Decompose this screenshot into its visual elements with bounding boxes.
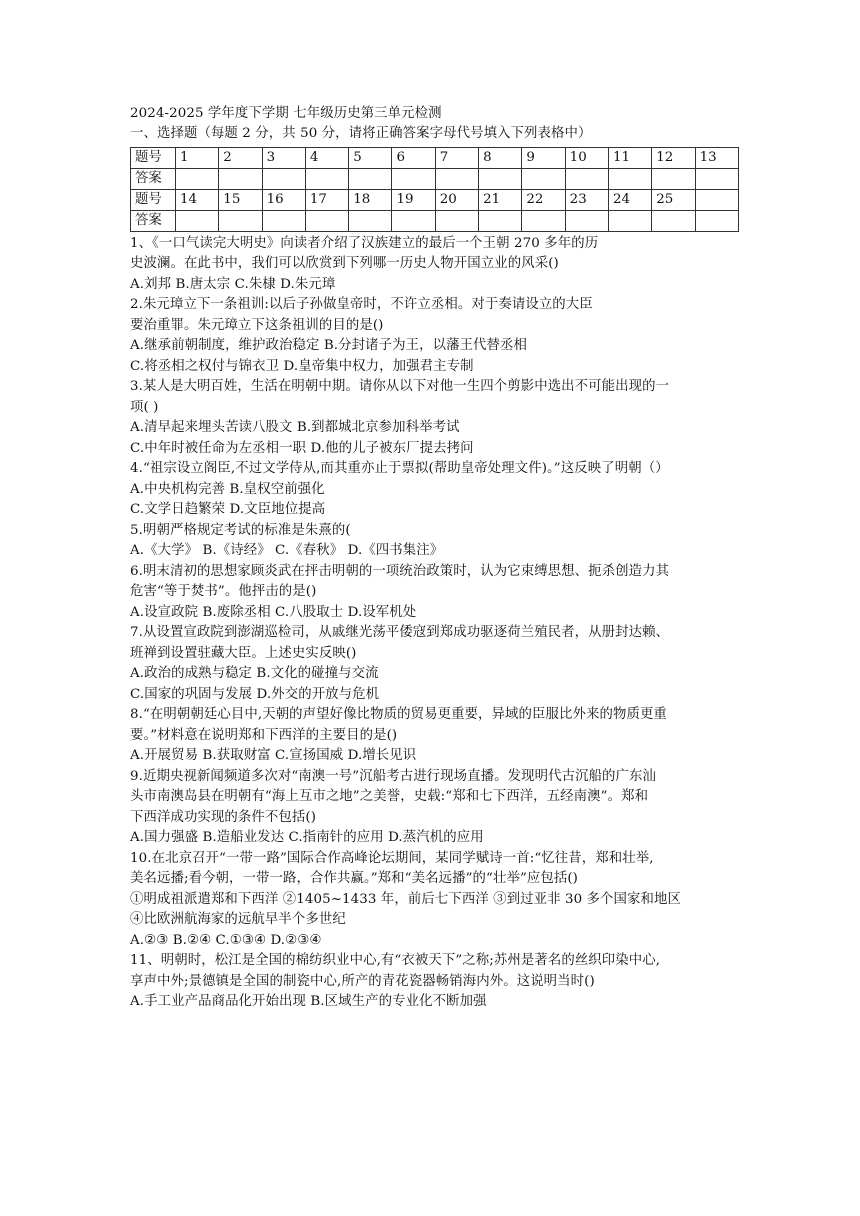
table-cell: 4 bbox=[305, 147, 348, 168]
table-cell: 17 bbox=[305, 189, 348, 210]
question-line: 危害“等于焚书”。他抨击的是() bbox=[130, 584, 317, 599]
answer-cell[interactable] bbox=[262, 168, 305, 189]
section-heading: 一、选择题（每题 2 分，共 50 分，请将正确答案字母代号填入下列表格中） bbox=[130, 126, 592, 141]
table-cell: 20 bbox=[435, 189, 478, 210]
table-row-numbers-1 bbox=[131, 147, 739, 168]
question-line: 5.明朝严格规定考试的标准是朱熹的( bbox=[130, 522, 351, 538]
question-line: 要治重罪。朱元璋立下这条祖训的目的是() bbox=[130, 317, 384, 333]
table-cell: 10 bbox=[565, 147, 608, 168]
answer-cell[interactable] bbox=[479, 168, 522, 189]
question-line: 史波澜。在此书中，我们可以欣赏到下列哪一历史人物开国立业的风采() bbox=[130, 256, 559, 271]
question-line: 美名远播;看今朝，一带一路，合作共赢。”郑和“美名远播”的“壮举”应包括() bbox=[130, 871, 579, 886]
question-line: A.手工业产品商品化开始出现 B.区域生产的专业化不断加强 bbox=[130, 994, 487, 1009]
question-line: 下西洋成功实现的条件不包括() bbox=[130, 809, 317, 825]
table-cell: 9 bbox=[522, 147, 565, 168]
table-cell: 2 bbox=[219, 147, 262, 168]
table-cell: 8 bbox=[479, 147, 522, 168]
question-line: 11、明朝时，松江是全国的棉纺织业中心,有“衣被天下”之称;苏州是著名的丝织印染中心, bbox=[130, 953, 661, 968]
table-cell: 5 bbox=[349, 147, 392, 168]
answer-cell[interactable] bbox=[262, 210, 305, 231]
question-line: A.刘邦 B.唐太宗 C.朱棣 D.朱元璋 bbox=[130, 276, 336, 292]
question-line: C.中年时被任命为左丞相一职 D.他的儿子被东厂提去拷问 bbox=[130, 440, 474, 456]
row-label: 题号 bbox=[131, 147, 176, 168]
table-cell: 23 bbox=[565, 189, 608, 210]
answer-cell[interactable] bbox=[305, 168, 348, 189]
table-cell: 25 bbox=[652, 189, 695, 210]
row-label: 答案 bbox=[131, 210, 176, 231]
answer-cell[interactable] bbox=[479, 210, 522, 231]
question-line: A.国力强盛 B.造船业发达 C.指南针的应用 D.蒸汽机的应用 bbox=[130, 830, 484, 845]
question-line: 7.从设置宣政院到澎湖巡检司，从戚继光荡平倭寇到郑成功驱逐荷兰殖民者，从册封达赖、 bbox=[130, 625, 670, 640]
question-line: 项( ) bbox=[130, 399, 159, 415]
table-cell: 15 bbox=[219, 189, 262, 210]
question-line: A.清早起来埋头苦读八股文 B.到都城北京参加科举考试 bbox=[130, 420, 460, 435]
answer-cell[interactable] bbox=[176, 210, 219, 231]
question-line: 要。”材料意在说明郑和下西洋的主要目的是() bbox=[130, 727, 398, 743]
question-line: 头市南澳岛县在明朝有“海上互市之地”之美誉，史载:“郑和七下西洋，五经南澳”。郑和 bbox=[130, 789, 649, 804]
table-cell: 1 bbox=[176, 147, 219, 168]
question-line: 10.在北京召开“一带一路”国际合作高峰论坛期间，某同学赋诗一首:“忆往昔，郑和壮举, bbox=[130, 850, 654, 866]
question-list bbox=[130, 234, 730, 1013]
answer-cell[interactable] bbox=[435, 210, 478, 231]
question-line: A.中央机构完善 B.皇权空前强化 bbox=[130, 481, 325, 497]
question-line: A.开展贸易 B.获取财富 C.宣扬国威 D.增长见识 bbox=[130, 748, 417, 763]
table-cell: 16 bbox=[262, 189, 305, 210]
question-line: 1、《一口气读完大明史》向读者介绍了汉族建立的最后一个王朝 270 多年的历 bbox=[130, 235, 599, 251]
question-line: 3.某人是大明百姓，生活在明朝中期。请你从以下对他一生四个剪影中选出不可能出现的一 bbox=[130, 379, 670, 394]
question-line: 9.近期央视新闻频道多次对“南澳一号”沉船考古进行现场直播。发现明代古沉船的广东汕 bbox=[130, 768, 657, 784]
answer-cell[interactable] bbox=[349, 210, 392, 231]
row-label: 答案 bbox=[131, 168, 176, 189]
question-line: A.②③ B.②④ C.①③④ D.②③④ bbox=[130, 932, 322, 948]
table-cell: 7 bbox=[435, 147, 478, 168]
table-cell: 6 bbox=[392, 147, 435, 168]
table-cell: 11 bbox=[608, 147, 651, 168]
table-cell: 19 bbox=[392, 189, 435, 210]
table-row-answers-1 bbox=[131, 168, 739, 189]
answer-cell[interactable] bbox=[219, 210, 262, 231]
answer-cell[interactable] bbox=[435, 168, 478, 189]
question-line: C.将丞相之权付与锦衣卫 D.皇帝集中权力，加强君主专制 bbox=[130, 358, 474, 374]
question-line: 享声中外;景德镇是全国的制瓷中心,所产的青花瓷器畅销海内外。这说明当时() bbox=[130, 973, 595, 989]
table-cell bbox=[695, 189, 738, 210]
answer-cell[interactable] bbox=[608, 168, 651, 189]
question-line: 2.朱元璋立下一条祖训:以后子孙做皇帝时，不许立丞相。对于奏请设立的大臣 bbox=[130, 297, 593, 312]
answer-cell[interactable] bbox=[522, 168, 565, 189]
table-row-answers-2 bbox=[131, 210, 739, 231]
answer-cell[interactable] bbox=[219, 168, 262, 189]
exam-title: 2024-2025 学年度下学期 七年级历史第三单元检测 bbox=[130, 106, 442, 121]
table-cell: 18 bbox=[349, 189, 392, 210]
answer-cell[interactable] bbox=[392, 210, 435, 231]
row-label: 题号 bbox=[131, 189, 176, 210]
question-line: ④比欧洲航海家的远航早半个多世纪 bbox=[130, 912, 346, 927]
table-cell: 13 bbox=[695, 147, 738, 168]
answer-table bbox=[130, 147, 739, 232]
question-line: A.继承前朝制度，维护政治稳定 B.分封诸子为王，以藩王代替丞相 bbox=[130, 338, 528, 353]
question-line: A.设宣政院 B.废除丞相 C.八股取士 D.设军机处 bbox=[130, 604, 417, 620]
answer-cell[interactable] bbox=[608, 210, 651, 231]
answer-cell[interactable] bbox=[565, 168, 608, 189]
exam-page bbox=[130, 103, 730, 1013]
table-cell: 22 bbox=[522, 189, 565, 210]
answer-cell[interactable] bbox=[695, 168, 738, 189]
question-line: 班禅到设置驻藏大臣。上述史实反映() bbox=[130, 645, 357, 661]
table-cell: 12 bbox=[652, 147, 695, 168]
answer-cell[interactable] bbox=[652, 210, 695, 231]
answer-cell[interactable] bbox=[652, 168, 695, 189]
question-line: 8.“在明朝朝廷心目中,天朝的声望好像比物质的贸易更重要，异域的臣服比外来的物质更重 bbox=[130, 707, 667, 722]
answer-cell[interactable] bbox=[565, 210, 608, 231]
question-line: 6.明末清初的思想家顾炎武在抨击明朝的一项统治政策时，认为它束缚思想、扼杀创造力其 bbox=[130, 563, 670, 579]
answer-cell[interactable] bbox=[522, 210, 565, 231]
table-cell: 3 bbox=[262, 147, 305, 168]
table-cell: 14 bbox=[176, 189, 219, 210]
question-line: ①明成祖派遣郑和下西洋 ②1405~1433 年，前后七下西洋 ③到过亚非 30 多个国家和地区 bbox=[130, 891, 681, 907]
answer-cell[interactable] bbox=[349, 168, 392, 189]
question-line: C.国家的巩固与发展 D.外交的开放与危机 bbox=[130, 686, 380, 702]
answer-cell[interactable] bbox=[176, 168, 219, 189]
answer-cell[interactable] bbox=[392, 168, 435, 189]
question-line: A.《大学》 B.《诗经》 C.《春秋》 D.《四书集注》 bbox=[130, 543, 444, 558]
table-row-numbers-2 bbox=[131, 189, 739, 210]
question-line: A.政治的成熟与稳定 B.文化的碰撞与交流 bbox=[130, 666, 379, 681]
question-line: 4.“祖宗设立阁臣,不过文学侍从,而其重亦止于票拟(帮助皇帝处理文件)。”这反映了明朝（） bbox=[130, 461, 669, 476]
answer-cell[interactable] bbox=[305, 210, 348, 231]
question-line: C.文学日趋繁荣 D.文臣地位提高 bbox=[130, 502, 326, 517]
answer-cell[interactable] bbox=[695, 210, 738, 231]
table-cell: 24 bbox=[608, 189, 651, 210]
table-cell: 21 bbox=[479, 189, 522, 210]
